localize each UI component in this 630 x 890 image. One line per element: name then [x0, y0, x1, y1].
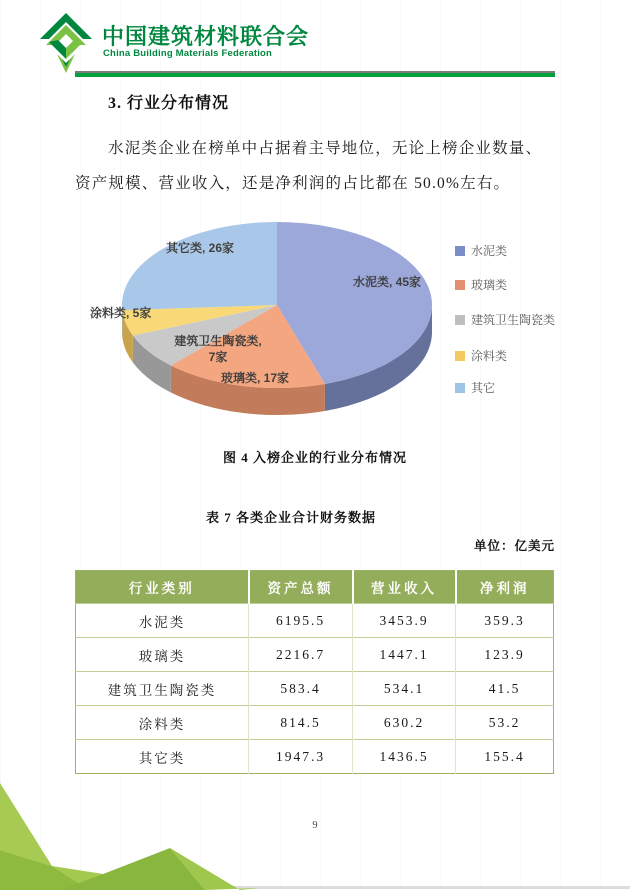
table-row [76, 706, 554, 740]
table-row [76, 672, 554, 706]
table-cell: 涂料类 [76, 706, 249, 740]
table-row [76, 604, 554, 638]
table-cell: 6195.5 [249, 604, 353, 638]
org-name-cn: 中国建筑材料联合会 [102, 24, 310, 49]
pie-slice-label: 涂料类, 5家 [90, 306, 152, 320]
paragraph-line: 资产规模、营业收入，还是净利润的占比都在 50.0%左右。 [75, 175, 511, 192]
financial-table [75, 570, 554, 774]
legend-swatch-icon [455, 315, 465, 325]
table-cell: 玻璃类 [76, 638, 249, 672]
legend-label: 建筑卫生陶瓷类 [471, 313, 556, 327]
table-cell: 155.4 [456, 740, 554, 774]
table-header-cell: 资产总额 [249, 571, 353, 604]
pie-slice-5 [122, 222, 277, 310]
legend-label: 涂料类 [471, 349, 508, 363]
table-cell: 1947.3 [249, 740, 353, 774]
cbmf-logo-icon [36, 12, 96, 74]
table-cell: 2216.7 [249, 638, 353, 672]
table-unit-note: 单位：亿美元 [473, 539, 555, 553]
legend-label: 玻璃类 [471, 278, 508, 292]
legend-swatch-icon [455, 280, 465, 290]
table-header-cell: 净利润 [456, 571, 554, 604]
table-cell: 其它类 [76, 740, 249, 774]
section-title: 3. 行业分布情况 [108, 95, 230, 112]
table-cell: 建筑卫生陶瓷类 [76, 672, 249, 706]
figure-caption: 图 4 入榜企业的行业分布情况 [222, 450, 407, 465]
table-cell: 630.2 [353, 706, 456, 740]
table-header-cell: 行业类别 [76, 571, 249, 604]
org-name-en: China Building Materials Federation [103, 48, 273, 59]
table-cell: 3453.9 [353, 604, 456, 638]
footer-triangle [60, 848, 205, 890]
table-cell: 1436.5 [353, 740, 456, 774]
table-header-cell: 营业收入 [353, 571, 456, 604]
table-row [76, 740, 554, 774]
paragraph-line: 水泥类企业在榜单中占据着主导地位，无论上榜企业数量、 [108, 140, 543, 157]
table-cell: 814.5 [249, 706, 353, 740]
table-cell: 1447.1 [353, 638, 456, 672]
pie-slice-label: 玻璃类, 17家 [220, 371, 290, 385]
pie-slice-label: 建筑卫生陶瓷类, 7家 [174, 334, 262, 364]
legend-swatch-icon [455, 383, 465, 393]
table-row [76, 638, 554, 672]
table-cell: 53.2 [456, 706, 554, 740]
legend-label: 其它 [471, 381, 496, 395]
table-cell: 583.4 [249, 672, 353, 706]
legend-label: 水泥类 [471, 244, 508, 258]
table-cell: 359.3 [456, 604, 554, 638]
table-cell: 123.9 [456, 638, 554, 672]
table-caption: 表 7 各类企业合计财务数据 [205, 510, 376, 525]
pie-slice-label: 其它类, 26家 [165, 241, 235, 255]
table-cell: 534.1 [353, 672, 456, 706]
legend-swatch-icon [455, 246, 465, 256]
industry-pie-chart [70, 205, 630, 440]
header-rule [75, 71, 555, 77]
legend-swatch-icon [455, 351, 465, 361]
table-header-row [76, 571, 554, 604]
table-cell: 水泥类 [76, 604, 249, 638]
pie-slice-label: 水泥类, 45家 [352, 275, 422, 289]
page-number: 9 [312, 820, 318, 831]
table-cell: 41.5 [456, 672, 554, 706]
